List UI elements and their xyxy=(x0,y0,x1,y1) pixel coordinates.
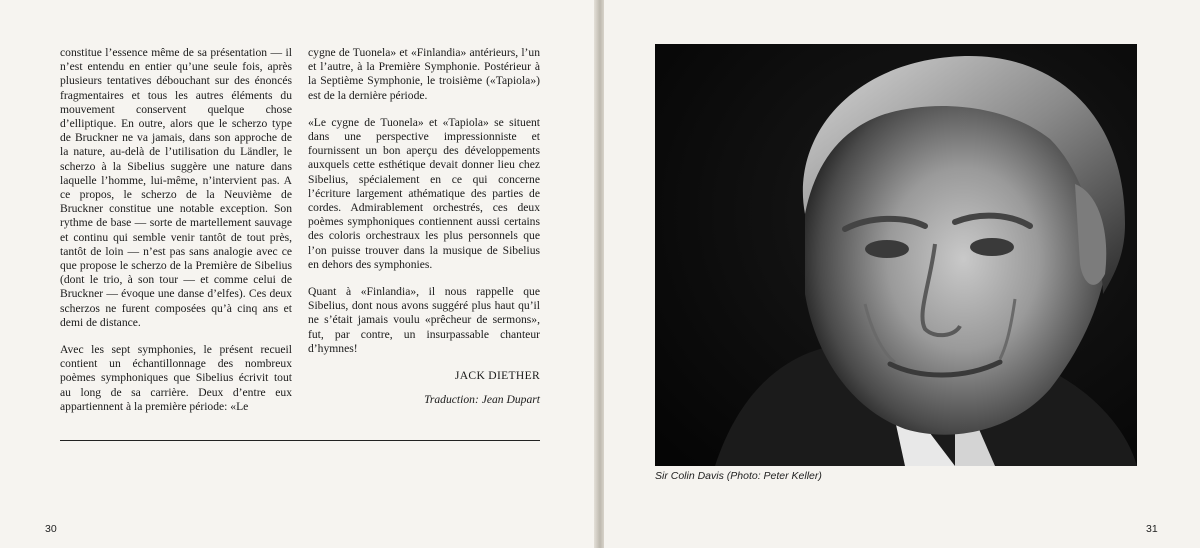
author-signature: JACK DIETHER xyxy=(454,369,540,383)
photo-caption: Sir Colin Davis (Photo: Peter Keller) xyxy=(655,470,822,482)
translator-credit: Traduction: Jean Dupart xyxy=(424,393,540,407)
text-column-1 xyxy=(60,46,292,414)
text-column-2 xyxy=(308,46,540,407)
right-page xyxy=(604,0,1200,548)
paragraph: Quant à «Finlandia», il nous rappelle que Sibelius, dont nous avons suggéré plus haut qu’il ne s’était jamais voulu «prêcheur de sermons», fut, par contre, un insurpassable chanteur d’hymnes! xyxy=(308,285,540,355)
paragraph: «Le cygne de Tuonela» et «Tapiola» se situent dans une perspective impressionniste et fournissent un bon aperçu des développements auxquels cette esthétique devait donner lieu chez Sibelius, spécialement en ce qui concerne l’écriture largement athématique des parties de cordes. Admirablement orchestrés, ces deux poèmes symphoniques contiennent aussi certains des coloris orchestraux les plus personnels que l’on puisse trouver dans la musique de Sibelius en dehors des symphonies. xyxy=(308,115,540,271)
portrait-image xyxy=(655,44,1137,466)
page-number: 30 xyxy=(45,523,57,535)
portrait-photo xyxy=(655,44,1137,466)
paragraph: cygne de Tuonela» et «Finlandia» antérieurs, l’un et l’autre, à la Première Symphonie. Postérieur à la Septième Symphonie, le troisième («Tapiola») est de la dernière période. xyxy=(308,46,540,102)
page-number: 31 xyxy=(1146,523,1158,535)
paragraph: constitue l’essence même de sa présentation — il n’est entendu en entier qu’une seule fois, après plusieurs tentatives débouchant sur des énoncés fragmentaires et tous les autres éléments du mouvement conservent quelque chose d’elliptique. En outre, alors que le scherzo type de Bruckner ne va jamais, dans son approche de la nature, au-delà de l’utilisation du Ländler, le scherzo à la Sibelius suggère une nature dans laquelle l’homme, lui-même, n’intervient pas. A ce propos, le scherzo de la Neuvième de Bruckner constitue une notable exception. Son rythme de base — sorte de martellement sauvage et continu qui semble venir tantôt de tout près, tantôt de loin — n’est pas sans analogie avec ce que propose le scherzo de la Première de Sibelius (dont le trio, à son tour — et comme celui de Bruckner — évoque une danse d’elfes). Ces deux scherzos ne furent composées qu’à cinq ans et demi de distance. xyxy=(60,46,292,329)
left-page xyxy=(0,0,596,548)
footer-rule xyxy=(60,440,540,441)
paragraph: Avec les sept symphonies, le présent recueil contient un échantillonnage des nombreux poèmes symphoniques que Sibelius écrivit tout au long de sa carrière. Deux d’entre eux appartiennent à la première période: «Le xyxy=(60,343,292,413)
